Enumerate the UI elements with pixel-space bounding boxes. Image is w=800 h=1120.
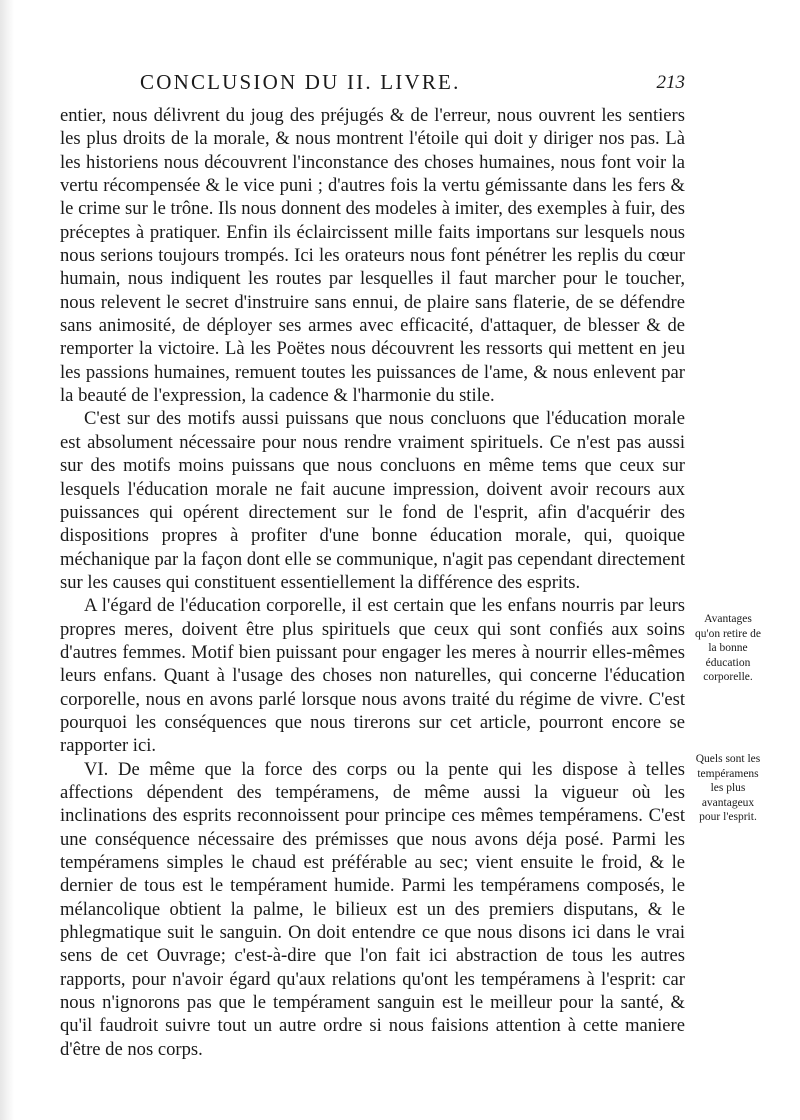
margin-note-temperaments: Quels sont les tempéramens les plus avantageux pour l'esprit. <box>695 753 761 823</box>
paragraph-4: VI. De même que la force des corps ou la pente qui les dispose à telles affections dépendent des tempéramens, de même aussi la vigueur où les inclinations des esprits reconnoissent pour principe ces mêmes tempéramens. C'est une conséquence nécessaire des prémisses que nous avons déja posé. Parmi les tempéramens simples le chaud est préférable au sec; vient ensuite le froid, & le dernier de tous est le tempérament humide. Parmi les tempéramens composés, le mélancolique obtient la palme, le bilieux est un des premiers disputans, & le phlegmatique suit le sanguin. On doit entendre ce que nous disons ici dans le vrai sens de cet Ouvrage; c'est-à-dire que l'on fait ici abstraction de tous les autres rapports, pour n'avoir égard qu'aux relations qu'ont les tempéramens à l'esprit: car nous n'ignorons pas que le tempérament sanguin est le meilleur pour la santé, & qu'il faudroit suivre tout un autre ordre si nous faisions attention à cette maniere d'être de nos corps. <box>60 758 685 1060</box>
paragraph-2: C'est sur des motifs aussi puissans que nous concluons que l'éducation morale est absolument nécessaire pour nous rendre vraiment spirituels. Ce n'est pas aussi sur des motifs moins puissans que nous concluons en même tems que ceux sur lesquels l'éducation morale ne fait aucune impression, doivent avoir recours aux puissances qui opérent directement sur le fond de l'esprit, afin d'acquérir des dispositions propres à profiter d'une bonne éducation morale, qui, quoique méchanique par la façon dont elle se communique, n'agit pas cependant directement sur les causes qui constituent essentiellement la différence des esprits. <box>60 408 685 593</box>
paragraph-1: entier, nous délivrent du joug des préjugés & de l'erreur, nous ouvrent les sentiers les plus droits de la morale, & nous montrent l'étoile qui doit y diriger nos pas. Là les historiens nous découvrent l'inconstance des choses humaines, nous font voir la vertu récompensée & le vice puni ; d'autres fois la vertu gémissante dans les fers & le crime sur le trône. Ils nous donnent des modeles à imiter, des exemples à fuir, des préceptes à pratiquer. Enfin ils éclaircissent mille faits importans sur lesquels nous nous serions toujours trompés. Ici les orateurs nous font pénétrer les replis du cœur humain, nous indiquent les routes par lesquelles il faut marcher pour le toucher, nous relevent le secret d'instruire sans ennui, de plaire sans flaterie, de se défendre sans animosité, de déployer ses armes avec efficacité, d'attaquer, de blesser & de remporter la victoire. Là les Poëtes nous découvrent les ressorts qui mettent en jeu les passions humaines, remuent toutes les puissances de l'ame, & nous enlevent par la beauté de l'expression, la cadence & l'harmonie du stile. <box>60 105 685 407</box>
main-text <box>60 104 685 1061</box>
page-edge-shadow <box>0 0 14 1120</box>
paragraph-3: A l'égard de l'éducation corporelle, il est certain que les enfans nourris par leurs propres meres, doivent être plus spirituels que ceux qui sont confiés aux soins d'autres femmes. Motif bien puissant pour engager les meres à nourrir elles-mêmes leurs enfans. Quant à l'usage des choses non naturelles, qui concerne l'éducation corporelle, nous en avons parlé lorsque nous avons traité du régime de vivre. C'est pourquoi les conséquences que nous tirerons sur cet article, pourront encore se rapporter ici. <box>60 595 685 757</box>
running-title: CONCLUSION DU II. LIVRE. <box>140 70 461 94</box>
margin-note-education: Avantages qu'on retire de la bonne éducation corporelle. <box>695 613 761 683</box>
running-head <box>140 70 685 96</box>
page-number: 213 <box>656 72 685 93</box>
